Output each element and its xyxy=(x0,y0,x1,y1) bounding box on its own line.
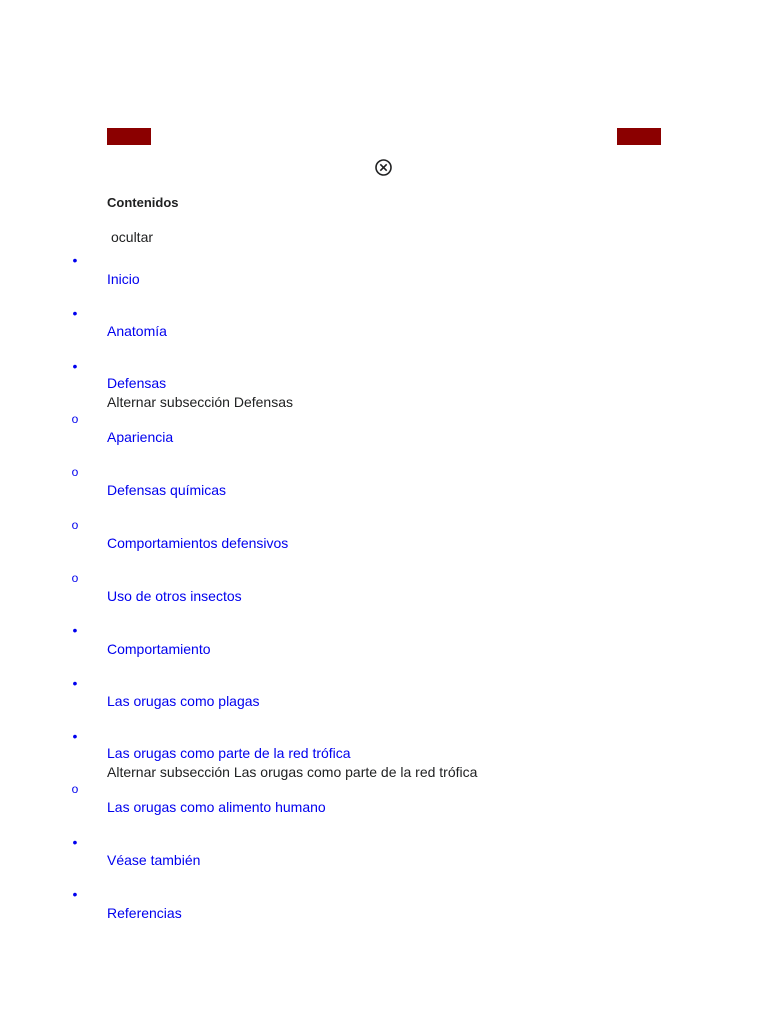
toc-item xyxy=(0,414,768,454)
toc-item xyxy=(0,305,768,349)
toc-item xyxy=(0,622,768,666)
bullet-marker: • xyxy=(72,675,78,691)
toc-item xyxy=(0,520,768,560)
toc-item xyxy=(0,728,768,780)
toc-link-anatomia[interactable]: Anatomía xyxy=(107,323,167,339)
circle-marker: o xyxy=(71,412,79,426)
toc-item xyxy=(0,784,768,824)
toc-item xyxy=(0,252,768,296)
bullet-marker: • xyxy=(72,728,78,744)
toc-link-orugas-alimento-humano[interactable]: Las orugas como alimento humano xyxy=(107,799,326,815)
toc-link-defensas[interactable]: Defensas xyxy=(107,375,167,391)
toc-link-comportamiento[interactable]: Comportamiento xyxy=(107,641,211,657)
toc-link-referencias[interactable]: Referencias xyxy=(107,905,182,921)
bullet-marker: • xyxy=(72,358,78,374)
circle-marker: o xyxy=(71,465,79,479)
toc-item xyxy=(0,358,768,410)
bullet-marker: • xyxy=(72,252,78,268)
toc-item xyxy=(0,467,768,507)
toc-item xyxy=(0,573,768,613)
toc-item xyxy=(0,834,768,878)
toc-item xyxy=(0,886,768,930)
circle-marker: o xyxy=(71,518,79,532)
toc-link-inicio[interactable]: Inicio xyxy=(107,271,140,287)
toggle-red-trofica-subsection[interactable]: Alternar subsección Las orugas como parte de la red trófica xyxy=(107,764,478,780)
toc-hide-button[interactable]: ocultar xyxy=(111,229,154,245)
circle-marker: o xyxy=(71,782,79,796)
toc-link-vease-tambien[interactable]: Véase también xyxy=(107,852,201,868)
toc-link-orugas-plagas[interactable]: Las orugas como plagas xyxy=(107,693,260,709)
toc-link-uso-de-otros-insectos[interactable]: Uso de otros insectos xyxy=(107,588,242,604)
toggle-defensas-subsection[interactable]: Alternar subsección Defensas xyxy=(107,394,293,410)
bullet-marker: • xyxy=(72,834,78,850)
bullet-marker: • xyxy=(72,622,78,638)
bullet-marker: • xyxy=(72,305,78,321)
toc-link-apariencia[interactable]: Apariencia xyxy=(107,429,174,445)
toc-item xyxy=(0,675,768,719)
bullet-marker: • xyxy=(72,886,78,902)
toc-link-orugas-red-trofica[interactable]: Las orugas como parte de la red trófica xyxy=(107,745,351,761)
circle-marker: o xyxy=(71,571,79,585)
toc-title: Contenidos xyxy=(107,195,179,210)
toc-link-comportamientos-defensivos[interactable]: Comportamientos defensivos xyxy=(107,535,289,551)
toc-link-defensas-quimicas[interactable]: Defensas químicas xyxy=(107,482,227,498)
